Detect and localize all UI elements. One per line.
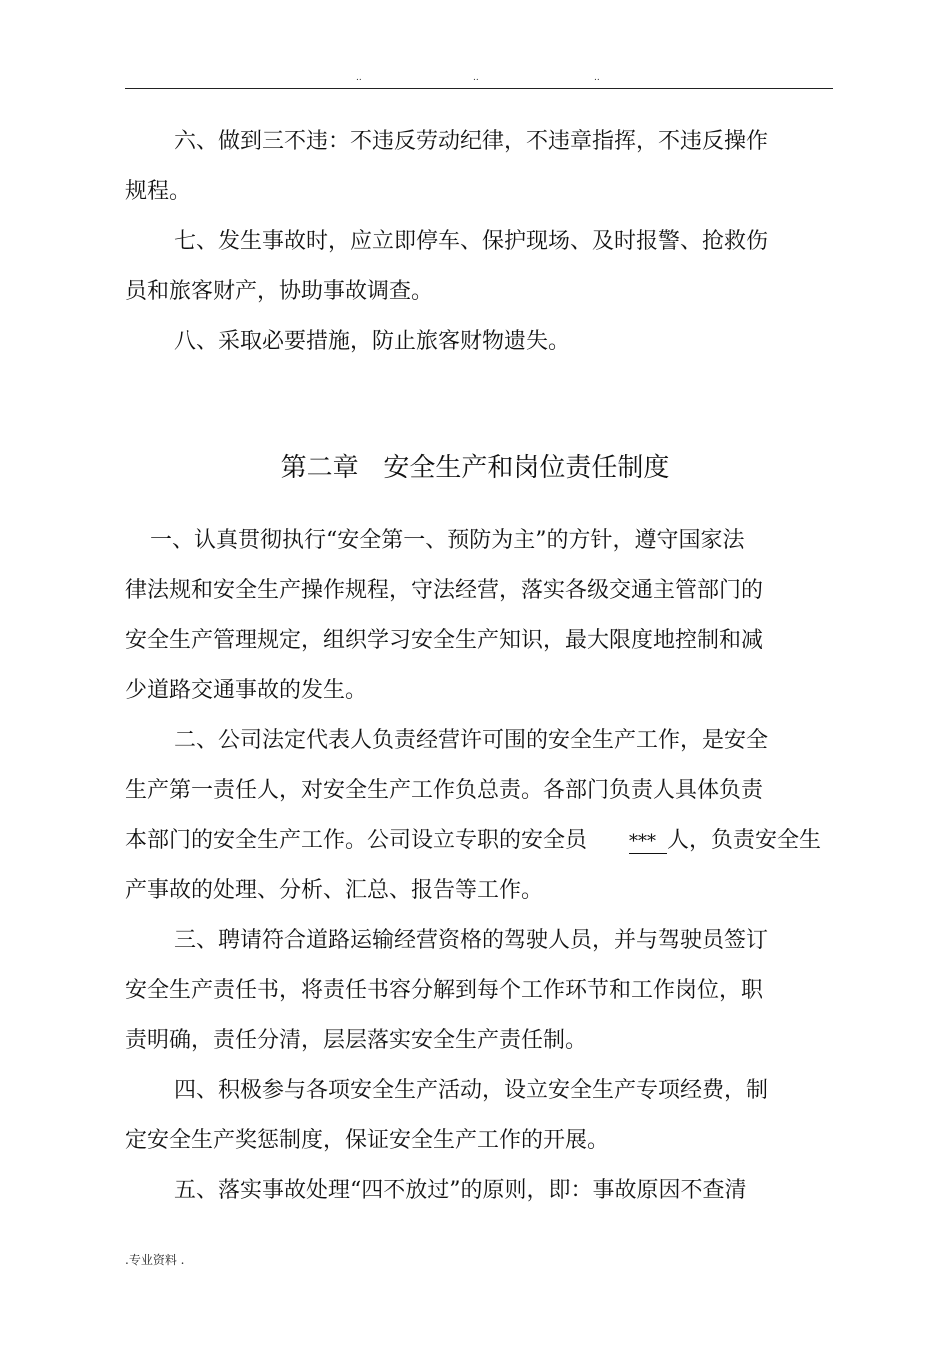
chapter-title: 第二章 安全生产和岗位责任制度 — [280, 453, 670, 483]
item-two-text: 人，负责安全生 — [667, 828, 822, 853]
item-one-line: 少道路交通事故的发生。 — [125, 678, 368, 703]
item-four-line: 四、积极参与各项安全生产活动，设立安全生产专项经费，制 — [174, 1078, 769, 1103]
item-two-line: 二、公司法定代表人负责经营许可围的安全生产工作，是安全 — [174, 728, 769, 753]
item-two-line-with-blank — [125, 827, 821, 855]
item-three-line: 责明确，责任分清，层层落实安全生产责任制。 — [125, 1028, 588, 1053]
item-three-line: 安全生产责任书，将责任书容分解到每个工作环节和工作岗位，职 — [125, 978, 764, 1003]
item-one-line: 安全生产管理规定，组织学习安全生产知识，最大限度地控制和减 — [125, 628, 764, 653]
item-five-line: 五、落实事故处理“四不放过”的原则，即：事故原因不查清 — [174, 1178, 747, 1203]
item-two-line: 生产第一责任人，对安全生产工作负总责。各部门负责人具体负责 — [125, 778, 764, 803]
header-mark: .. — [594, 73, 600, 83]
page-footer: .专业资料 . — [125, 1253, 185, 1267]
underlined-blank: *** — [629, 831, 667, 854]
section-eight-line: 八、采取必要措施，防止旅客财物遗失。 — [174, 329, 571, 354]
header-mark: .. — [356, 73, 362, 83]
section-six-line: 六、做到三不违：不违反劳动纪律，不违章指挥，不违反操作 — [174, 129, 769, 154]
header-rule — [125, 88, 833, 89]
item-one-line: 律法规和安全生产操作规程，守法经营，落实各级交通主管部门的 — [125, 578, 764, 603]
item-one-line: 一、认真贯彻执行“安全第一、预防为主”的方针，遵守国家法 — [150, 528, 745, 553]
item-two-line: 产事故的处理、分析、汇总、报告等工作。 — [125, 878, 544, 903]
item-two-text: 本部门的安全生产工作。公司设立专职的安全员 — [125, 828, 588, 853]
item-three-line: 三、聘请符合道路运输经营资格的驾驶人员，并与驾驶员签订 — [174, 928, 769, 953]
section-seven-line: 员和旅客财产，协助事故调查。 — [125, 279, 434, 304]
section-six-line: 规程。 — [125, 179, 192, 204]
item-four-line: 定安全生产奖惩制度，保证安全生产工作的开展。 — [125, 1128, 610, 1153]
header-mark: .. — [473, 73, 479, 83]
section-seven-line: 七、发生事故时，应立即停车、保护现场、及时报警、抢救伤 — [174, 229, 769, 254]
page-header — [0, 74, 950, 86]
